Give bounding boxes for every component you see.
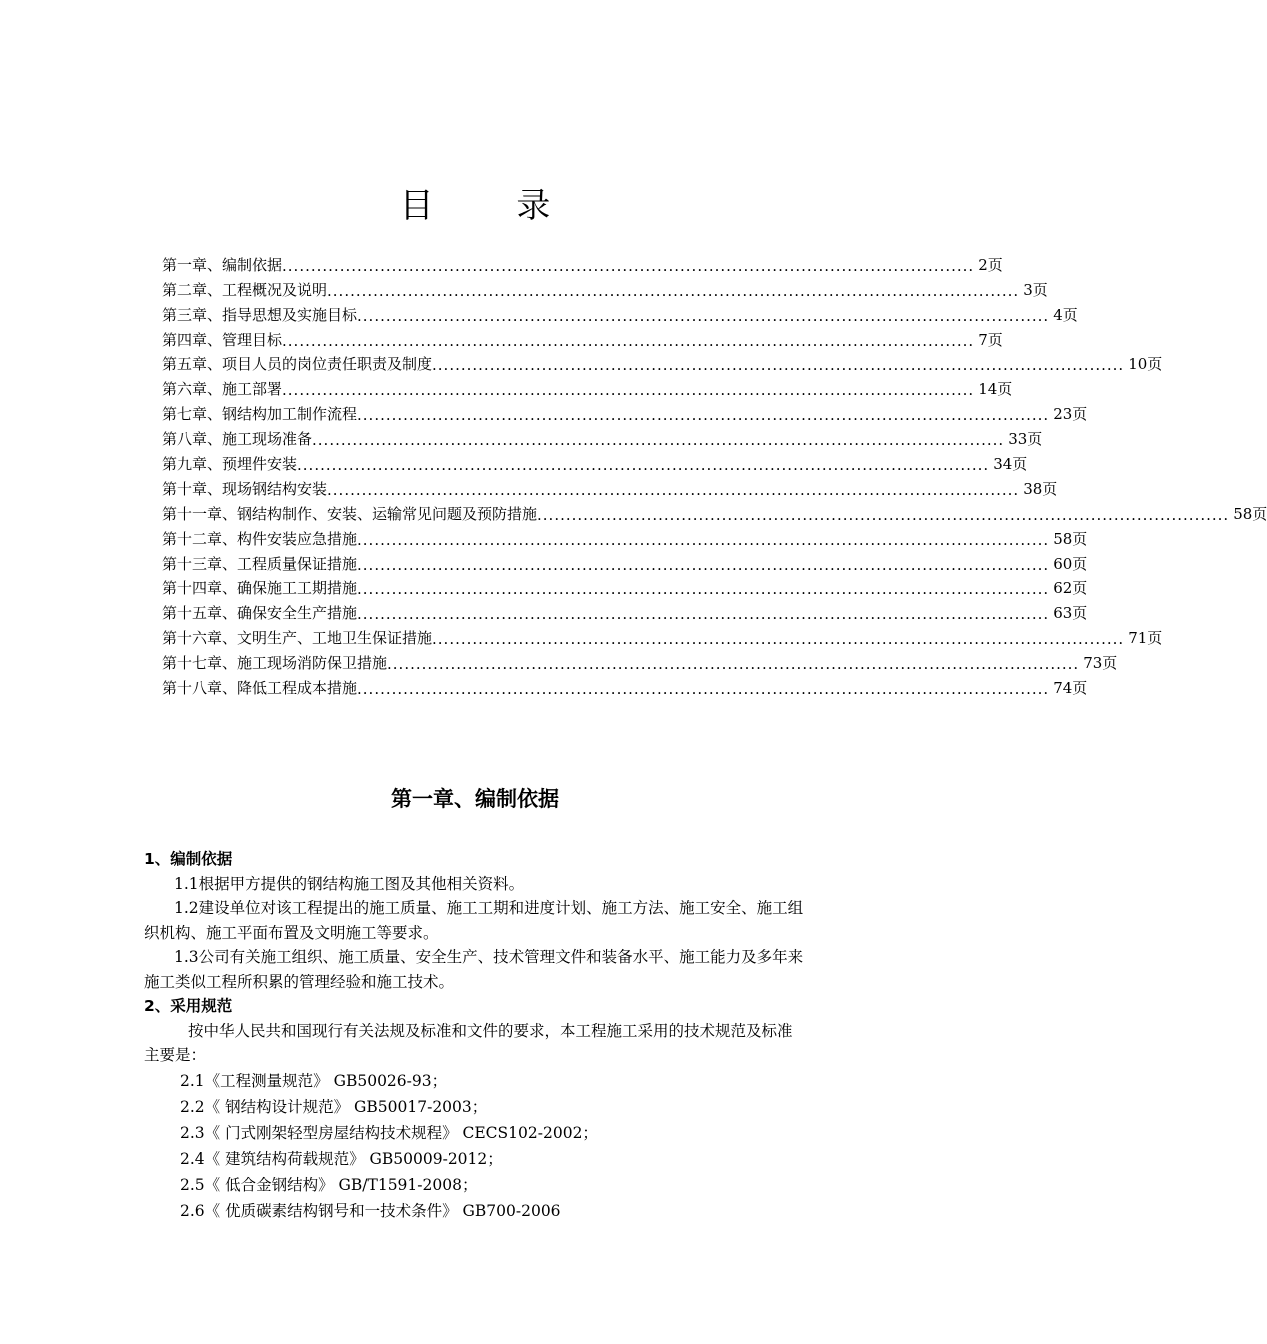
toc-leader: ........................................................................................................................ (282, 256, 975, 275)
toc-item[interactable] (162, 673, 1088, 699)
toc-item-page: 38页 (1023, 479, 1058, 498)
toc-item-label: 第十章、现场钢结构安装 (162, 479, 328, 498)
standard-item: 2.4《 建筑结构荷载规范》 GB50009-2012； (180, 1149, 503, 1168)
toc-item-label: 第十四章、确保施工工期措施 (162, 579, 358, 598)
toc-item[interactable] (162, 574, 1088, 599)
toc-item-page: 14页 (978, 380, 1013, 399)
toc-item[interactable] (162, 250, 1003, 275)
toc-leader: ........................................................................................................................ (537, 505, 1230, 524)
toc-item-label: 第一章、编制依据 (162, 255, 283, 274)
section-heading: 1、编制依据 (144, 850, 233, 868)
toc-leader: ........................................................................................................................ (432, 356, 1125, 375)
toc-item-label: 第五章、项目人员的岗位责任职责及制度 (162, 355, 433, 374)
table-of-contents (162, 250, 1267, 699)
toc-item[interactable] (162, 524, 1088, 549)
toc-leader: ........................................................................................................................ (327, 281, 1020, 300)
paragraph: 1.3公司有关施工组织、施工质量、安全生产、技术管理文件和装备水平、施工能力及多年来施工类似工程所积累的管理经验和施工技术。 (144, 948, 804, 991)
toc-leader: ........................................................................................................................ (432, 630, 1125, 649)
toc-item[interactable] (162, 499, 1267, 524)
toc-leader: ........................................................................................................................ (297, 456, 990, 475)
toc-item[interactable] (162, 474, 1058, 499)
toc-leader: ........................................................................................................................ (282, 331, 975, 350)
toc-item[interactable] (162, 424, 1043, 450)
toc-item-page: 58页 (1053, 529, 1088, 548)
toc-item-label: 第十五章、确保安全生产措施 (162, 604, 358, 623)
toc-item-page: 10页 (1128, 355, 1163, 374)
toc-item[interactable] (162, 275, 1048, 300)
toc-item-page: 62页 (1053, 579, 1088, 598)
toc-leader: ........................................................................................................................ (327, 480, 1020, 499)
toc-item-page: 34页 (993, 455, 1028, 474)
paragraph: 按中华人民共和国现行有关法规及标准和文件的要求，本工程施工采用的技术规范及标准主要是： (144, 1021, 793, 1064)
toc-item-label: 第四章、管理目标 (162, 330, 283, 349)
toc-leader: ........................................................................................................................ (357, 306, 1050, 325)
toc-item-page: 7页 (978, 330, 1003, 349)
paragraph: 1.2建设单位对该工程提出的施工质量、施工工期和进度计划、施工方法、施工安全、施工组织机构、施工平面布置及文明施工等要求。 (144, 899, 804, 942)
toc-item[interactable] (162, 325, 1003, 350)
toc-leader: ........................................................................................................................ (357, 530, 1050, 549)
toc-item-page: 4页 (1053, 305, 1078, 324)
toc-leader: ........................................................................................................................ (282, 381, 975, 400)
standard-item: 2.5《 低合金钢结构》 GB/T1591-2008； (180, 1175, 478, 1194)
toc-item-label: 第十三章、工程质量保证措施 (162, 554, 358, 573)
toc-item-label: 第九章、预埋件安装 (162, 455, 298, 474)
toc-leader: ........................................................................................................................ (357, 605, 1050, 624)
toc-item-page: 58页 (1233, 504, 1267, 523)
toc-item-label: 第七章、钢结构加工制作流程 (162, 405, 358, 424)
toc-item-label: 第二章、工程概况及说明 (162, 280, 328, 299)
toc-leader: ........................................................................................................................ (312, 431, 1005, 450)
toc-item-label: 第十七章、施工现场消防保卫措施 (162, 654, 388, 673)
paragraph: 1.1根据甲方提供的钢结构施工图及其他相关资料。 (174, 874, 525, 893)
toc-item-page: 63页 (1053, 604, 1088, 623)
toc-item-page: 74页 (1053, 679, 1088, 698)
toc-item[interactable] (162, 300, 1078, 325)
toc-item-page: 2页 (978, 255, 1003, 274)
toc-item[interactable] (162, 598, 1088, 624)
toc-item-label: 第八章、施工现场准备 (162, 430, 313, 449)
toc-leader: ........................................................................................................................ (357, 680, 1050, 699)
toc-item-page: 33页 (1008, 430, 1043, 449)
toc-item-label: 第十六章、文明生产、工地卫生保证措施 (162, 629, 433, 648)
standard-item: 2.6《 优质碳素结构钢号和一技术条件》 GB700-2006 (180, 1201, 561, 1220)
chapter-title: 第一章、编制依据 (391, 787, 559, 811)
standard-item: 2.1《工程测量规范》 GB50026-93； (180, 1071, 448, 1090)
toc-item-label: 第三章、指导思想及实施目标 (162, 305, 358, 324)
section-heading: 2、采用规范 (144, 997, 233, 1015)
toc-leader: ........................................................................................................................ (357, 555, 1050, 574)
toc-item-page: 71页 (1128, 629, 1163, 648)
toc-item[interactable] (162, 623, 1163, 649)
toc-leader: ........................................................................................................................ (387, 655, 1080, 674)
toc-item[interactable] (162, 648, 1118, 674)
toc-item-label: 第十一章、钢结构制作、安装、运输常见问题及预防措施 (162, 504, 538, 523)
toc-item-page: 73页 (1083, 654, 1118, 673)
toc-item-page: 3页 (1023, 280, 1048, 299)
toc-item[interactable] (162, 399, 1088, 425)
toc-item-page: 23页 (1053, 405, 1088, 424)
standard-item: 2.2《 钢结构设计规范》 GB50017-2003； (180, 1097, 488, 1116)
toc-item-label: 第十八章、降低工程成本措施 (162, 679, 358, 698)
toc-item[interactable] (162, 549, 1088, 574)
standard-item: 2.3《 门式刚架轻型房屋结构技术规程》 CECS102-2002； (180, 1123, 598, 1142)
chapter-body (144, 847, 806, 1224)
toc-item-page: 60页 (1053, 554, 1088, 573)
toc-item[interactable] (162, 350, 1163, 375)
toc-leader: ........................................................................................................................ (357, 406, 1050, 425)
toc-item-label: 第六章、施工部署 (162, 380, 283, 399)
toc-item[interactable] (162, 374, 1013, 400)
toc-leader: ........................................................................................................................ (357, 580, 1050, 599)
toc-title: 目 录 (399, 186, 587, 226)
toc-item[interactable] (162, 449, 1028, 475)
toc-item-label: 第十二章、构件安装应急措施 (162, 529, 358, 548)
